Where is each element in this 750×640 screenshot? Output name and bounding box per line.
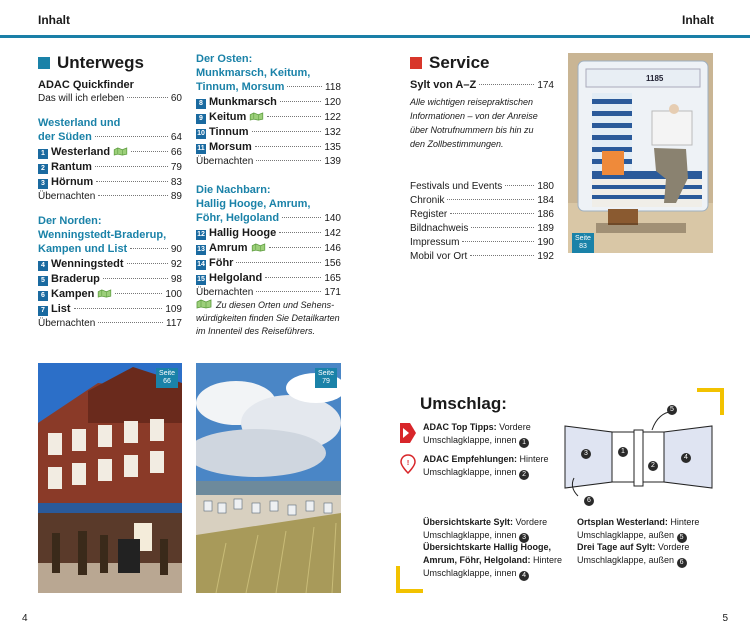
toc-entry-page: 146 — [324, 243, 341, 254]
toc-list-westerland — [38, 145, 182, 204]
map-icon — [97, 289, 112, 298]
toc-entry-page: 135 — [324, 142, 341, 153]
photo-westerland-town[interactable] — [38, 363, 182, 593]
toc-entry-label: Übernachten — [196, 156, 254, 167]
map-icon — [249, 112, 264, 121]
description-line: den Zollbestimmungen. — [410, 139, 504, 149]
map-note-line: würdigkeiten finden Sie Detailkarten — [196, 313, 340, 323]
place-number: 12 — [197, 231, 205, 238]
seite-label: Seite — [575, 235, 591, 242]
diagram-label: 3 — [581, 449, 591, 459]
toc-entry[interactable] — [38, 145, 182, 160]
toc-entry-page: 92 — [170, 259, 182, 270]
group-heading-line: der Süden — [38, 131, 92, 143]
toc-entry-label: Bildnachweis — [410, 223, 469, 234]
seite-number: 79 — [322, 378, 330, 385]
item-text: Umschlagklappe, außen — [577, 530, 677, 540]
item-text: Hintere — [530, 555, 563, 565]
place-number: 11 — [197, 145, 205, 152]
place-number: 7 — [38, 306, 48, 316]
service-entry[interactable] — [410, 250, 554, 264]
toc-entry[interactable] — [38, 160, 182, 175]
toc-column-1 — [38, 78, 182, 331]
toc-entry-label: Hörnum — [51, 176, 94, 188]
toc-entry-label: Übernachten — [196, 287, 254, 298]
toc-entry-label: Festivals und Events — [410, 181, 503, 192]
service-entry[interactable] — [410, 194, 554, 208]
place-number: 13 — [197, 246, 205, 253]
toc-entry[interactable] — [38, 302, 182, 317]
map-note-line: im Innenteil des Reiseführers. — [196, 326, 316, 336]
toc-entry-page: 190 — [537, 237, 554, 248]
item-title: ADAC Top Tipps: — [423, 422, 497, 432]
description-line: Alle wichtigen reisepraktischen — [410, 97, 534, 107]
group-heading-nachbarn[interactable] — [196, 183, 341, 226]
toc-entry-page: 109 — [165, 304, 182, 315]
service-description — [410, 95, 554, 151]
toc-entry-page: 189 — [537, 223, 554, 234]
toc-entry-label: Keitum — [209, 111, 247, 123]
toc-entry-label: Sylt von A–Z — [410, 79, 477, 91]
item-text: Umschlagklappe, innen — [423, 467, 520, 477]
toc-entry-label: Das will ich erleben — [38, 93, 125, 104]
toc-entry-page: 142 — [324, 228, 341, 239]
toc-entry-page: 186 — [537, 209, 554, 220]
circle-number: 6 — [677, 558, 687, 568]
toc-entry[interactable] — [38, 257, 182, 272]
seite-badge — [572, 233, 594, 253]
section-square — [410, 57, 422, 69]
toc-entry-label: Rantum — [51, 161, 92, 173]
toc-entry[interactable] — [196, 95, 341, 110]
description-line: über Notrufnummern bis hin zu — [410, 125, 534, 135]
toc-entry-label: Tinnum — [209, 126, 249, 138]
toc-list-nachbarn — [196, 226, 341, 300]
toc-entry-page: 156 — [324, 258, 341, 269]
group-heading-osten[interactable] — [196, 52, 341, 95]
group-heading-line: Wenningstedt-Braderup, — [38, 229, 167, 241]
service-entry[interactable] — [410, 236, 554, 250]
toc-entry-label: Munkmarsch — [209, 96, 277, 108]
toc-entry[interactable] — [196, 226, 341, 241]
map-icon — [113, 147, 128, 156]
running-header-right: Inhalt — [682, 13, 714, 27]
toc-entry-page: 79 — [170, 162, 182, 173]
toc-entry-label: Föhr — [209, 257, 234, 269]
group-page: 64 — [170, 132, 182, 143]
toc-entry-label: Übernachten — [38, 318, 96, 329]
toc-list-norden — [38, 257, 182, 331]
seite-badge — [315, 368, 337, 388]
toc-entry-page: 100 — [165, 289, 182, 300]
group-page: 140 — [324, 213, 341, 224]
item-title: Ortsplan Westerland: — [577, 517, 668, 527]
group-page: 90 — [170, 244, 182, 255]
toc-list-osten — [196, 95, 341, 169]
toc-entry-label: Hallig Hooge — [209, 227, 277, 239]
toc-entry-label: Chronik — [410, 195, 445, 206]
toc-entry-label: Kampen — [51, 288, 95, 300]
group-heading-line: Westerland und — [38, 117, 121, 129]
item-title: Übersichtskarte Hallig Hooge, — [423, 542, 552, 552]
place-number: 3 — [38, 179, 48, 189]
header-rule — [0, 35, 750, 38]
toc-entry-label: Übernachten — [38, 191, 96, 202]
toc-entry-page: 66 — [170, 147, 182, 158]
item-text: Vordere — [513, 517, 548, 527]
toc-entry-label: Helgoland — [209, 272, 263, 284]
photo-beach[interactable] — [196, 363, 341, 593]
toc-entry-overnight[interactable] — [38, 190, 182, 204]
item-title: ADAC Empfehlungen: — [423, 454, 517, 464]
toc-entry-page: 184 — [537, 195, 554, 206]
toc-entry-page: 60 — [170, 93, 182, 104]
top-tipp-icon — [399, 422, 417, 444]
toc-entry-label: Westerland — [51, 146, 111, 158]
circle-number: 4 — [519, 571, 529, 581]
beach-illustration — [196, 363, 341, 593]
seite-label: Seite — [318, 370, 334, 377]
seite-badge — [156, 368, 178, 388]
toc-entry-page: 165 — [324, 273, 341, 284]
strandkorb-sign: 1185 — [646, 74, 664, 83]
toc-entry[interactable] — [196, 125, 341, 140]
seite-number: 66 — [163, 378, 171, 385]
group-heading-line: Der Osten: — [196, 53, 253, 65]
page-number-left: 4 — [22, 613, 28, 624]
toc-entry-page: 98 — [170, 274, 182, 285]
toc-entry-overnight[interactable] — [38, 317, 182, 331]
group-heading-norden[interactable] — [38, 214, 182, 257]
strandkorb-illustration — [568, 53, 713, 253]
toc-entry[interactable] — [196, 110, 341, 125]
toc-entry-label: Mobil vor Ort — [410, 251, 468, 262]
umschlag-title: Umschlag: — [420, 394, 507, 413]
umschlag-drei-tage[interactable] — [577, 541, 689, 568]
group-heading-line: Munkmarsch, Keitum, — [196, 67, 311, 79]
service-list — [410, 180, 554, 264]
toc-entry-overnight[interactable] — [196, 286, 341, 300]
umschlag-empfehlungen[interactable] — [423, 453, 549, 480]
item-text: Vordere — [496, 422, 531, 432]
service-column — [410, 78, 554, 264]
diagram-label: 2 — [648, 461, 658, 471]
circle-number: 3 — [519, 533, 529, 543]
item-text: Vordere — [655, 542, 690, 552]
diagram-label: 6 — [584, 496, 594, 506]
service-entry[interactable] — [410, 208, 554, 222]
toc-entry-page: 180 — [537, 181, 554, 192]
toc-entry-page: 132 — [324, 127, 341, 138]
circle-number: 1 — [519, 438, 529, 448]
toc-entry-page: 120 — [324, 97, 341, 108]
section-square — [38, 57, 50, 69]
diagram-label: 4 — [681, 453, 691, 463]
item-text: Umschlagklappe, innen — [423, 435, 520, 445]
toc-entry-label: Braderup — [51, 273, 100, 285]
toc-entry-page: 174 — [537, 80, 554, 91]
toc-entry-label: List — [51, 303, 71, 315]
service-entry[interactable] — [410, 180, 554, 194]
toc-entry[interactable] — [196, 241, 341, 256]
page-number-right: 5 — [722, 613, 728, 624]
running-header-left: Inhalt — [38, 13, 70, 27]
toc-entry-quickfinder[interactable] — [38, 92, 182, 106]
place-number: 8 — [196, 99, 206, 109]
toc-entry-label: Register — [410, 209, 448, 220]
toc-entry-label: Morsum — [209, 141, 252, 153]
empfehlung-icon — [400, 454, 416, 474]
umschlag-ortsplan[interactable] — [577, 516, 699, 543]
toc-entry-label: Amrum — [209, 242, 248, 254]
toc-entry-label: Impressum — [410, 237, 460, 248]
umschlag-top-tipps[interactable] — [423, 421, 531, 448]
description-line: Informationen – von der Anreise — [410, 111, 538, 121]
toc-entry[interactable] — [38, 272, 182, 287]
group-heading-westerland[interactable] — [38, 116, 182, 145]
toc-entry[interactable] — [196, 140, 341, 155]
section-title-service — [410, 53, 490, 73]
toc-entry[interactable] — [196, 256, 341, 271]
item-text: Umschlagklappe, außen — [577, 555, 677, 565]
toc-entry-page: 192 — [537, 251, 554, 262]
item-title: Übersichtskarte Sylt: — [423, 517, 514, 527]
place-number: 6 — [38, 291, 48, 301]
toc-entry-sylt-a-z[interactable] — [410, 78, 554, 93]
item-text: Hintere — [517, 454, 549, 464]
seite-number: 83 — [579, 243, 587, 250]
section-title-unterwegs — [38, 53, 144, 73]
group-heading-line: Föhr, Helgoland — [196, 212, 280, 224]
item-text: Hintere — [667, 517, 700, 527]
item-title: Drei Tage auf Sylt: — [577, 542, 656, 552]
group-page: 118 — [325, 82, 341, 93]
umschlag-uebersicht-sylt[interactable] — [423, 516, 547, 543]
group-heading-line: Der Norden: — [38, 215, 102, 227]
place-number: 14 — [197, 261, 205, 268]
svg-text:!: ! — [406, 460, 410, 467]
toc-entry-page: 171 — [324, 287, 341, 298]
toc-entry-page: 89 — [170, 191, 182, 202]
place-number: 10 — [197, 130, 205, 137]
toc-entry-overnight[interactable] — [196, 155, 341, 169]
section-title-text: Unterwegs — [57, 53, 144, 72]
place-number: 2 — [38, 164, 48, 174]
toc-entry[interactable] — [196, 271, 341, 286]
group-heading-line: Die Nachbarn: — [196, 184, 271, 196]
place-number: 9 — [196, 114, 206, 124]
map-note-line: Zu diesen Orten und Sehens- — [216, 300, 335, 310]
diagram-label: 5 — [667, 405, 677, 415]
quickfinder-heading: ADAC Quickfinder — [38, 79, 134, 91]
toc-entry-label: Wenningstedt — [51, 258, 124, 270]
place-number: 1 — [38, 149, 48, 159]
corner-bracket-bottom-left — [395, 566, 423, 594]
toc-entry-page: 117 — [166, 318, 182, 329]
group-heading-line: Kampen und List — [38, 243, 128, 255]
item-text: Umschlagklappe, innen — [423, 530, 520, 540]
map-icon — [251, 243, 266, 252]
place-number: 4 — [38, 261, 48, 271]
group-heading-line: Hallig Hooge, Amrum, — [196, 198, 311, 210]
item-text: Umschlagklappe, innen — [423, 568, 520, 578]
toc-entry-page: 122 — [324, 112, 341, 123]
place-number: 15 — [197, 276, 205, 283]
item-title: Amrum, Föhr, Helgoland: — [423, 555, 531, 565]
map-note — [196, 299, 346, 338]
umschlag-uebersicht-hallig[interactable] — [423, 541, 562, 581]
toc-entry[interactable] — [38, 287, 182, 302]
circle-number: 5 — [677, 533, 687, 543]
town-illustration — [38, 363, 182, 593]
group-heading-line: Tinnum, Morsum — [196, 81, 285, 93]
toc-column-2 — [196, 52, 341, 300]
diagram-label: 1 — [618, 447, 628, 457]
toc-entry[interactable] — [38, 175, 182, 190]
photo-strandkorb[interactable] — [568, 53, 713, 253]
toc-entry-page: 139 — [324, 156, 341, 167]
place-number: 5 — [38, 276, 48, 286]
seite-label: Seite — [159, 370, 175, 377]
circle-number: 2 — [519, 470, 529, 480]
section-title-text: Service — [429, 53, 490, 72]
service-entry[interactable] — [410, 222, 554, 236]
toc-entry-page: 83 — [170, 177, 182, 188]
